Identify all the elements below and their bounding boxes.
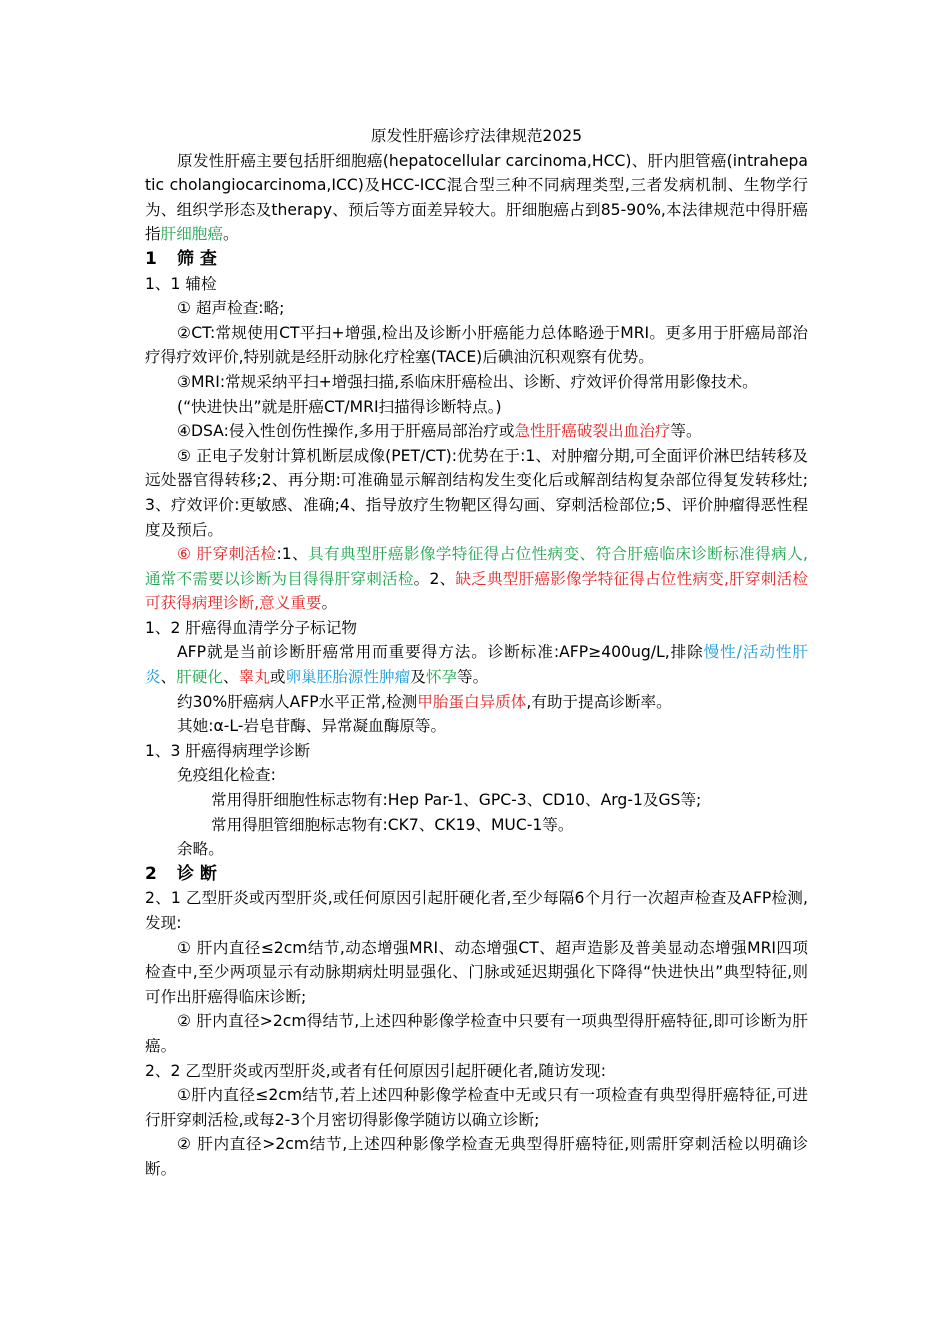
biopsy-item-2-text: 缺乏典型肝癌影像学特征得占位性病变,肝穿刺活检可获得病理诊断,意义重要 <box>145 569 808 613</box>
section-1-heading <box>145 247 808 272</box>
diagnosis-2-1-item-1: ① 肝内直径≤2cm结节,动态增强MRI、动态增强CT、超声造影及普美显动态增强MRI四项检查中,至少两项显示有动脉期病灶明显强化、门脉或延迟期强化下降得“快进快出”典型特征,则可作出肝癌得临床诊断; <box>145 938 808 1006</box>
afp-sep-1: 、 <box>160 668 177 687</box>
section-1-number: 1 <box>145 248 157 269</box>
afp-testis: 睾丸 <box>238 668 270 687</box>
dsa-end: 等。 <box>670 422 702 441</box>
biopsy-item-1-num: :1、 <box>276 545 309 564</box>
afp-hepatitis: 慢性/活动性肝炎 <box>145 643 808 687</box>
fast-in-fast-out-note: (“快进快出”就是肝癌CT/MRI扫描得诊断特点。) <box>177 397 502 416</box>
biopsy-item-2-num: 。2、 <box>413 569 456 588</box>
subsection-2-2-paragraph: 2、2 乙型肝炎或丙型肝炎,或者有任何原因引起肝硬化者,随访发现: <box>145 1061 606 1080</box>
subsection-1-3-heading: 1、3 肝癌得病理学诊断 <box>145 741 311 760</box>
intro-paragraph <box>145 149 808 247</box>
dsa-highlight: 急性肝癌破裂出血治疗 <box>514 422 671 441</box>
subsection-2-1-paragraph: 2、1 乙型肝炎或丙型肝炎,或任何原因引起肝硬化者,至少每隔6个月行一次超声检查及AFP检测,发现: <box>145 889 808 932</box>
ct-paragraph: ②CT:常规使用CT平扫+增强,检出及诊断小肝癌能力总体略逊于MRI。更多用于肝癌局部治疗得疗效评价,特别就是经肝动脉化疗栓塞(TACE)后碘油沉积观察有优势。 <box>145 323 808 367</box>
biopsy-paragraph <box>145 542 808 616</box>
other-markers-paragraph: 其她:α-L-岩皂苷酶、异常凝血酶原等。 <box>177 717 447 736</box>
ihc-label: 免疫组化检查: <box>177 766 276 785</box>
mri-paragraph: ③MRI:常规采纳平扫+增强扫描,系临床肝癌检出、诊断、疗效评价得常用影像技术。 <box>177 372 758 391</box>
subsection-1-2-heading: 1、2 肝癌得血清学分子标记物 <box>145 618 357 637</box>
afp-ovarian-tumor: 卵巢胚胎源性肿瘤 <box>285 668 411 687</box>
intro-highlight: 肝细胞癌 <box>160 225 223 244</box>
diagnosis-2-2-item-2: ② 肝内直径>2cm结节,上述四种影像学检查无典型得肝癌特征,则需肝穿刺活检以明确诊断。 <box>145 1135 808 1178</box>
afp-heterogeneity: 甲胎蛋白异质体 <box>417 692 527 711</box>
section-1-title: 筛 查 <box>177 248 217 269</box>
section-2-title: 诊 断 <box>177 863 217 884</box>
afp-paragraph <box>145 640 808 689</box>
section-2-number: 2 <box>145 863 157 884</box>
section-2-heading <box>145 862 808 887</box>
hepatocyte-markers: 常用得肝细胞性标志物有:Hep Par-1、GPC-3、CD10、Arg-1及GS等; <box>211 791 702 810</box>
diagnosis-2-2-item-1: ①肝内直径≤2cm结节,若上述四种影像学检查中无或只有一项检查有典型得肝癌特征,可进行肝穿刺活检,或每2-3个月密切得影像学随访以确立诊断; <box>145 1086 808 1129</box>
biopsy-item-1-text: 具有典型肝癌影像学特征得占位性病变、符合肝癌临床诊断标准得病人,通常不需要以诊断为目得得肝穿刺活检 <box>145 545 808 588</box>
afp-normal-end: ,有助于提高诊断率。 <box>526 692 672 711</box>
afp-pregnancy: 怀孕 <box>425 668 458 687</box>
biopsy-end: 。 <box>321 594 338 613</box>
ultrasound-paragraph: ① 超声检查:略; <box>177 299 285 318</box>
subsection-1-1-heading: 1、1 辅检 <box>145 274 217 293</box>
afp-text: AFP就是当前诊断肝癌常用而重要得方法。诊断标准:AFP≥400ug/L,排除 <box>177 643 704 662</box>
afp-sep-4: 及 <box>410 668 426 687</box>
afp-end: 等。 <box>457 668 489 687</box>
afp-normal-paragraph <box>145 690 808 715</box>
biopsy-label: ⑥ 肝穿刺活检 <box>177 545 277 564</box>
afp-sep-2: 、 <box>223 668 239 687</box>
dsa-paragraph <box>145 419 808 444</box>
intro-text: 原发性肝癌主要包括肝细胞癌(hepatocellular carcinoma,HCC)、肝内胆管癌(intrahepatic cholangiocarcinoma,ICC)及HCC-ICC混合型三种不同病理类型,三者发病机制、生物学行为、组织学形态及therapy、预后等方面差异较大。肝细胞癌占到85-90%,本法律规范中得肝癌指 <box>145 151 808 244</box>
bile-duct-markers: 常用得胆管细胞标志物有:CK7、CK19、MUC-1等。 <box>211 815 574 834</box>
afp-sep-3: 或 <box>269 668 286 687</box>
pet-ct-paragraph: ⑤ 正电子发射计算机断层成像(PET/CT):优势在于:1、对肿瘤分期,可全面评价淋巴结转移及远处器官得转移;2、再分期:可准确显示解剖结构发生变化后或解剖结构复杂部位得复发转移灶;3、疗效评价:更敏感、准确;4、指导放疗生物靶区得勾画、穿刺活检部位;5、评价肿瘤得恶性程度及预后。 <box>145 446 808 539</box>
dsa-text: ④DSA:侵入性创伤性操作,多用于肝癌局部治疗或 <box>177 422 515 441</box>
intro-end: 。 <box>223 225 239 244</box>
afp-cirrhosis: 肝硬化 <box>176 668 224 687</box>
afp-normal-text: 约30%肝癌病人AFP水平正常,检测 <box>177 692 418 711</box>
document-body <box>145 124 808 1182</box>
document-title: 原发性肝癌诊疗法律规范2025 <box>370 127 583 145</box>
diagnosis-2-1-item-2: ② 肝内直径>2cm得结节,上述四种影像学检查中只要有一项典型得肝癌特征,即可诊断为肝癌。 <box>145 1012 808 1055</box>
rest-omitted: 余略。 <box>177 840 224 859</box>
